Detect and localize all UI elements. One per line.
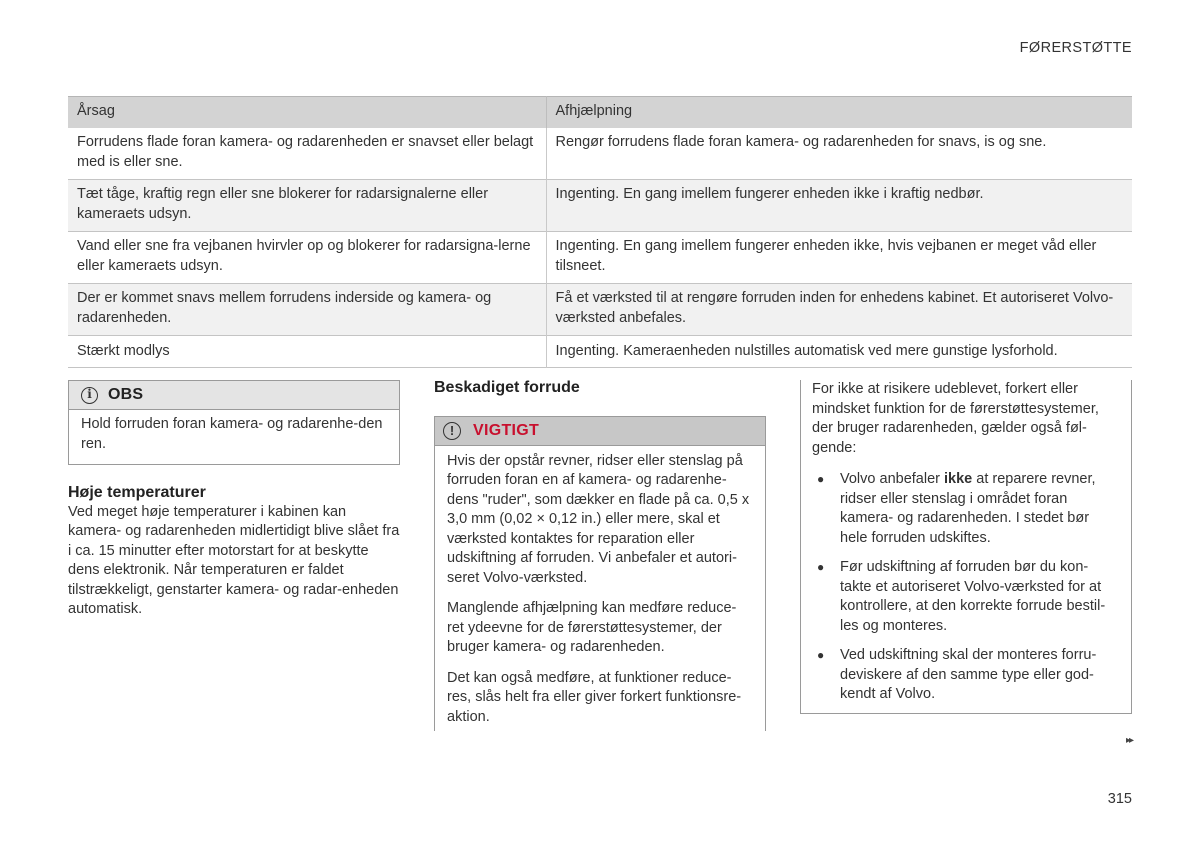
page-number: 315	[1107, 791, 1132, 807]
table-row	[68, 128, 1132, 180]
table-row	[68, 232, 1132, 284]
bullet-icon: ●	[817, 648, 825, 662]
cause-remedy-table	[68, 96, 1132, 368]
right-column	[800, 380, 1132, 714]
important-title: VIGTIGT	[473, 421, 540, 439]
obs-note-header	[69, 381, 399, 410]
info-icon: i	[81, 387, 98, 404]
emphasis-text: ikke	[944, 471, 973, 487]
high-temp-text: Ved meget høje temperaturer i kabinen kan kamera- og radarenheden midlertidigt blive slået fra i ca. 15 minutter efter motorstart for at beskytte dens elektronik. Når temperaturen er faldet tilstrækkeligt, genstarter kamera- og radar-enheden automatisk.	[68, 503, 400, 617]
cause-cell: Stærkt modlys	[68, 336, 546, 368]
exclamation-icon: !	[443, 422, 461, 440]
obs-title: OBS	[108, 386, 144, 404]
table-row	[68, 336, 1132, 368]
warning-paragraph: Det kan også medføre, at funktioner reduce-res, slås helt fra eller giver forkert funktionsre-aktion.	[447, 669, 742, 725]
list-item: ● Før udskiftning af forruden bør du kon-takte et autoriseret Volvo-værksted for at kontrollere, at den korrekte forrude bestil-les og monteres.	[817, 559, 1106, 634]
important-warning-box	[434, 416, 766, 732]
cause-cell: Forrudens flade foran kamera- og radarenheden er snavset eller belagt med is eller sne.	[68, 128, 546, 180]
obs-note-box	[68, 380, 400, 465]
remedy-cell: Ingenting. En gang imellem fungerer enheden ikke, hvis vejbanen er meget våd eller tilsneet.	[555, 238, 1097, 274]
left-column	[68, 380, 400, 620]
remedy-cell: Ingenting. Kameraenheden nulstilles automatisk ved mere gunstige lysforhold.	[555, 343, 1058, 359]
section-title: FØRERSTØTTE	[1019, 40, 1132, 56]
warning-paragraph: Hvis der opstår revner, ridser eller stenslag på forruden foran en af kamera- og radarenhe-dens "ruder", som dækker en flade på ca. 0,5 x 3,0 mm (0,02 × 0,12 in.) eller mere, skal et værksted kontaktes for reparation eller udskiftning af forruden. Vi anbefaler et autori-seret Volvo-værksted.	[447, 452, 750, 586]
remedy-cell: Ingenting. En gang imellem fungerer enheden ikke i kraftig nedbør.	[555, 186, 984, 202]
continuation-list	[812, 470, 1119, 705]
continue-arrow-icon: ▸▸	[1125, 735, 1132, 746]
bullet-icon: ●	[817, 560, 825, 574]
cause-cell: Der er kommet snavs mellem forrudens inderside og kamera- og radarenheden.	[68, 284, 546, 336]
damaged-windshield-heading: Beskadiget forrude	[434, 379, 580, 396]
bullet-icon: ●	[817, 472, 825, 486]
cause-cell: Tæt tåge, kraftig regn eller sne blokerer for radarsignalerne eller kameraets udsyn.	[68, 180, 546, 232]
warning-continuation-box	[800, 380, 1132, 714]
important-warning-body	[435, 446, 765, 732]
continuation-intro: For ikke at risikere udeblevet, forkert eller mindsket funktion for de førerstøttesystemer, der bruger radarenheden, gælder også føl-gende:	[812, 381, 1099, 456]
list-item: ● Ved udskiftning skal der monteres forru-deviskere af den samme type eller god-kendt af Volvo.	[817, 647, 1097, 702]
table-header-row	[68, 97, 1132, 129]
warning-paragraph: Manglende afhjælpning kan medføre reduce-ret ydeevne for de førerstøttesystemer, der bruger kamera- og radarenheden.	[447, 600, 737, 655]
middle-column	[434, 380, 766, 731]
column-header-remedy: Afhjælpning	[555, 103, 633, 119]
high-temp-heading: Høje temperaturer	[68, 484, 206, 501]
obs-note-text: Hold forruden foran kamera- og radarenhe-den ren.	[81, 416, 383, 452]
list-item: ● Volvo anbefaler ikke at reparere revner, ridser eller stenslag i området foran kamera- og radarenheden. I stedet bør hele forruden udskiftes.	[817, 471, 1096, 546]
cause-cell: Vand eller sne fra vejbanen hvirvler op og blokerer for radarsigna-lerne eller kameraets udsyn.	[68, 232, 546, 284]
table-row	[68, 284, 1132, 336]
remedy-cell: Få et værksted til at rengøre forruden inden for enhedens kabinet. Et autoriseret Volvo-værksted anbefales.	[555, 290, 1114, 326]
important-warning-header	[435, 417, 765, 446]
remedy-cell: Rengør forrudens flade foran kamera- og radarenheden for snavs, is og sne.	[555, 134, 1047, 150]
table-row	[68, 180, 1132, 232]
column-header-cause: Årsag	[68, 97, 546, 129]
